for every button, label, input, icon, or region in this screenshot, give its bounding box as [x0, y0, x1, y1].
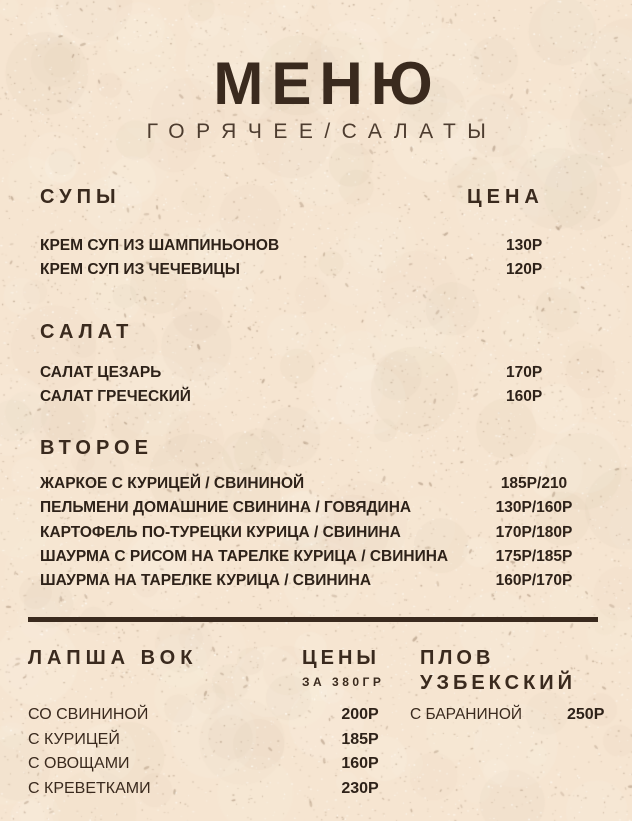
item-price: 250Р	[567, 706, 605, 723]
item-price: 200Р	[341, 706, 379, 723]
menu-item	[0, 569, 632, 593]
menu-item	[0, 521, 632, 545]
item-name: ШАУРМА НА ТАРЕЛКЕ КУРИЦА / СВИНИНА	[40, 572, 372, 589]
item-name: ПЕЛЬМЕНИ ДОМАШНИЕ СВИНИНА / ГОВЯДИНА	[40, 499, 412, 517]
item-price: 160Р/170Р	[495, 572, 573, 589]
item-name: СО СВИНИНОЙ	[28, 706, 149, 723]
menu-item	[0, 728, 632, 753]
wok-portion-note: ЗА 380ГР	[302, 675, 385, 689]
item-name: САЛАТ ГРЕЧЕСКИЙ	[40, 388, 191, 405]
item-name: С КРЕВЕТКАМИ	[28, 779, 151, 797]
menu-item	[0, 496, 632, 520]
menu-item	[0, 234, 632, 258]
menu-item	[0, 777, 632, 802]
item-name: КРЕМ СУП ИЗ ЧЕЧЕВИЦЫ	[40, 261, 240, 278]
item-price: 185Р/210	[500, 475, 568, 492]
salads-item-list	[0, 361, 632, 409]
item-name: С ОВОЩАМИ	[28, 755, 130, 773]
item-name: КАРТОФЕЛЬ ПО-ТУРЕЦКИ КУРИЦА / СВИНИНА	[40, 523, 401, 541]
section-title-soups: СУПЫ	[40, 186, 121, 208]
plov-item-list	[0, 703, 632, 728]
item-price: 160Р	[506, 388, 543, 405]
section-divider	[28, 617, 598, 622]
item-price: 120Р	[506, 261, 543, 278]
mains-item-list	[0, 472, 632, 593]
item-name: КРЕМ СУП ИЗ ШАМПИНЬОНОВ	[40, 237, 280, 254]
menu-subtitle: ГОРЯЧЕЕ/САЛАТЫ	[146, 120, 498, 143]
menu-item	[0, 258, 632, 282]
item-price: 175Р/185Р	[495, 547, 573, 565]
price-column-header: ЦЕНА	[467, 186, 544, 208]
item-price: 170Р	[506, 364, 543, 381]
item-name: ШАУРМА С РИСОМ НА ТАРЕЛКЕ КУРИЦА / СВИНИНА	[40, 547, 449, 565]
section-title-salads: САЛАТ	[40, 321, 134, 343]
item-price: 230Р	[341, 779, 379, 797]
item-name: С КУРИЦЕЙ	[28, 730, 120, 748]
section-title-mains: ВТОРОЕ	[40, 437, 153, 459]
menu-item	[0, 703, 632, 728]
item-price: 170Р/180Р	[495, 523, 573, 541]
menu-title: МЕНЮ	[213, 50, 441, 117]
item-price: 130Р	[506, 237, 543, 254]
item-price: 130Р/160Р	[495, 499, 573, 517]
section-title-wok-noodles: ЛАПША ВОК	[28, 647, 198, 669]
wok-price-header: ЦЕНЫ	[302, 647, 380, 669]
menu-item	[0, 361, 632, 385]
item-price: 160Р	[341, 755, 379, 773]
section-title-plov-line-1: ПЛОВ	[420, 647, 495, 669]
menu-item	[0, 385, 632, 409]
menu-item	[0, 545, 632, 569]
section-title-plov-line-2: УЗБЕКСКИЙ	[420, 672, 577, 694]
soups-item-list	[0, 234, 632, 282]
item-price: 185Р	[341, 730, 379, 748]
item-name: ЖАРКОЕ С КУРИЦЕЙ / СВИНИНОЙ	[40, 475, 305, 492]
menu-item	[0, 752, 632, 777]
menu-item	[0, 472, 632, 496]
item-name: С БАРАНИНОЙ	[410, 706, 523, 723]
item-name: САЛАТ ЦЕЗАРЬ	[40, 364, 162, 381]
